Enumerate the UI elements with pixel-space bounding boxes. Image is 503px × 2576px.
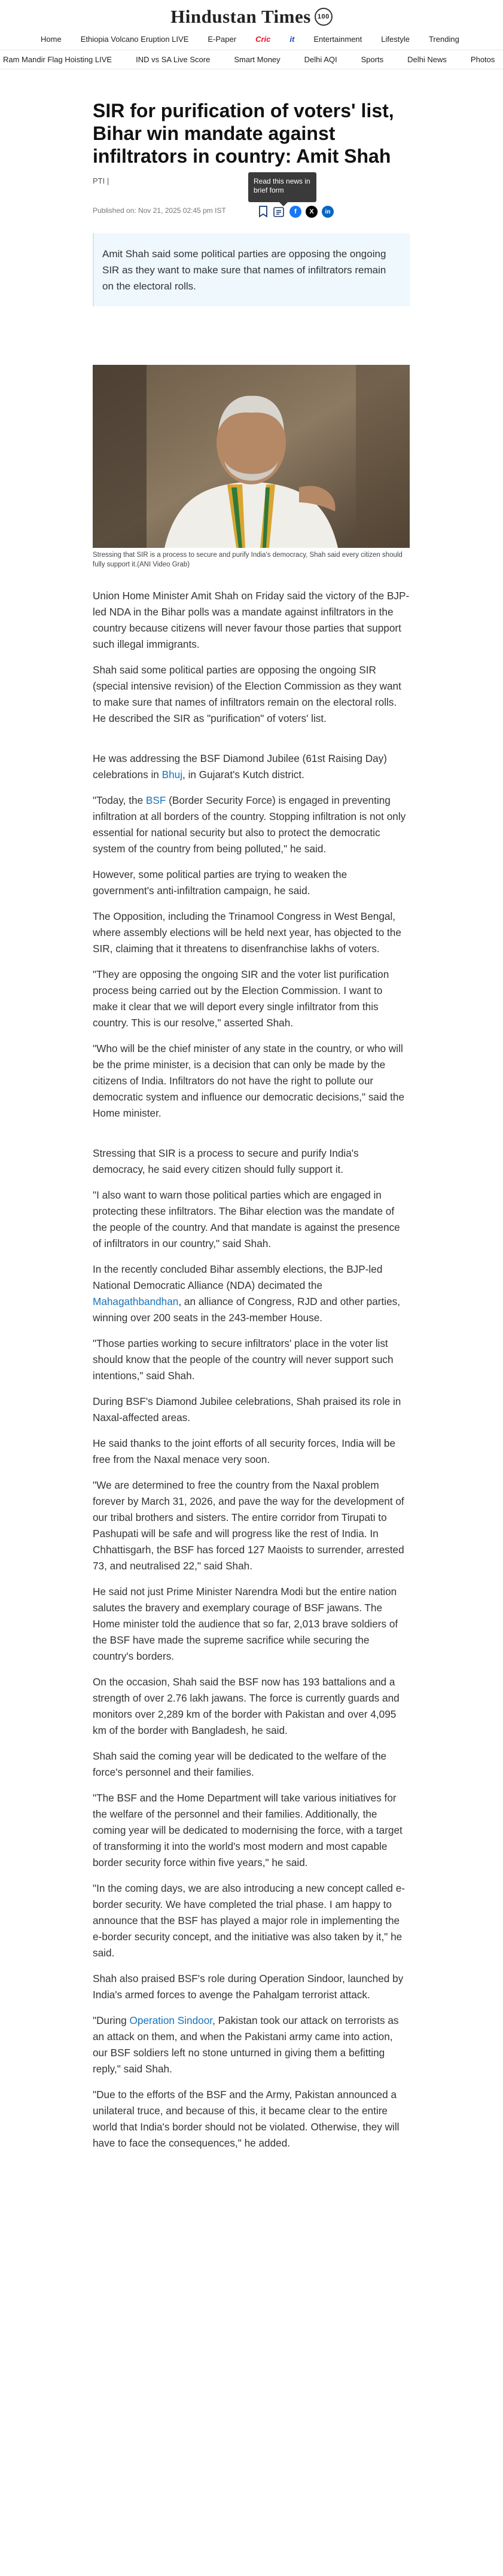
paragraph: "We are determined to free the country from the Naxal problem forever by March 31, 2026, and pave the way for the development of our tribal brothers and sisters. The entire corridor from Tirupati to Pashupati will be safe and will progress like the rest of India. In Chhattisgarh, the BSF has forced 127 Maoists to surrender, arrested 73, and neutralised 22," said Shah. bbox=[93, 1479, 404, 1572]
paragraph: "In the coming days, we are also introducing a new concept called e-border security. We have completed the trial phase. I am happy to announce that the BSF has played a major role in implementing the e-border security concept, and the initiative was also taken by it," he said. bbox=[93, 1882, 406, 1959]
paragraph: "Today, the BSF (Border Security Force) is engaged in preventing infiltration at all borders of the country. Stopping infiltration is not only essential for national security but also to protect the democratic system of the country from being polluted," he said. bbox=[93, 794, 406, 855]
share-bar bbox=[258, 205, 334, 218]
paragraph: "I also want to warn those political parties which are engaged in protecting these infiltrators. The Bihar election was the mandate of the people of the country. And that mandate is against the presence of infiltrators in our country," said Shah. bbox=[93, 1189, 400, 1249]
paragraph: "Who will be the chief minister of any state in the country, or who will be the prime minister, is a decision that can only be made by the citizens of India. Infiltrators do not have the right to pollute our democratic system and influence our democratic decisions," said the Home minister. bbox=[93, 1042, 405, 1119]
summary-text: Amit Shah said some political parties are opposing the ongoing SIR as they want to make sure that names of infiltrators remain on the electoral rolls. bbox=[102, 248, 386, 292]
bookmark-icon[interactable] bbox=[258, 206, 268, 218]
link-operation-sindoor[interactable]: Operation Sindoor bbox=[129, 2014, 213, 2026]
article-byline: PTI | bbox=[93, 176, 109, 185]
paragraph: The Opposition, including the Trinamool Congress in West Bengal, where assembly elections will be held next year, has objected to the SIR, claiming that it threatens to disenfranchise lakhs of voters. bbox=[93, 910, 401, 955]
paragraph: "Those parties working to secure infiltrators' place in the voter list should know that the people of the country will never support such intentions," said Shah. bbox=[93, 1337, 394, 1382]
paragraph: Shah said the coming year will be dedicated to the welfare of the force's personnel and their families. bbox=[93, 1750, 387, 1778]
paragraph: "Due to the efforts of the BSF and the Army, Pakistan announced a unilateral truce, and because of this, it became clear to the entire world that India's border should not be violated. Otherwise, they will have to face the consequences," he added. bbox=[93, 2089, 400, 2149]
nav-item-epaper[interactable]: E-Paper bbox=[208, 35, 237, 44]
nav-item-delhi-aqi[interactable]: Delhi AQI bbox=[304, 55, 337, 64]
nav-item-photos[interactable]: Photos bbox=[470, 55, 495, 64]
secondary-nav bbox=[0, 50, 503, 69]
link-mahagathbandhan[interactable]: Mahagathbandhan bbox=[93, 1295, 179, 1307]
article-body bbox=[93, 588, 410, 2161]
nav-item-ind-vs-sa[interactable]: IND vs SA Live Score bbox=[136, 55, 211, 64]
article-photo bbox=[93, 365, 410, 548]
site-logo[interactable] bbox=[170, 6, 333, 28]
article-headline: SIR for purification of voters' list, Bihar win mandate against infiltrators in country: Amit Shah bbox=[93, 100, 394, 167]
primary-nav bbox=[0, 29, 503, 50]
paragraph: Shah said some political parties are opposing the ongoing SIR (special intensive revision) of the Election Commission as they want to make sure that names of infiltrators remain on the electoral rolls. He described the SIR as "purification" of voters' list. bbox=[93, 664, 401, 724]
photo-caption: Stressing that SIR is a process to secure and purify India's democracy, Shah said every citizen should fully support it.(ANI Video Grab) bbox=[93, 551, 403, 568]
facebook-icon[interactable]: f bbox=[289, 206, 301, 218]
nav-item-ram-mandir[interactable]: Ram Mandir Flag Hoisting LIVE bbox=[3, 55, 112, 64]
site-header bbox=[0, 0, 503, 29]
brand-name: Hindustan Times bbox=[170, 6, 311, 27]
article-published-date: Published on: Nov 21, 2025 02:45 pm IST bbox=[93, 206, 226, 215]
paragraph: However, some political parties are trying to weaken the government's anti-infiltration campaign, he said. bbox=[93, 868, 347, 897]
brief-news-icon[interactable] bbox=[272, 205, 285, 218]
paragraph: Stressing that SIR is a process to secure and purify India's democracy, he said every citizen should fully support it. bbox=[93, 1147, 359, 1175]
nav-item-trending[interactable]: Trending bbox=[428, 35, 459, 44]
paragraph: "The BSF and the Home Department will take various initiatives for the welfare of the personnel and their families. Additionally, the coming year will be dedicated to modernising the force, with a target of transforming it into the world's most modern and most capable border security force within five years," he said. bbox=[93, 1792, 403, 1868]
paragraph: He said not just Prime Minister Narendra Modi but the entire nation salutes the bravery and exemplary courage of BSF jawans. The Home minister told the audience that so far, 2,013 brave soldiers of the BSF have made the supreme sacrifice while securing the country's borders. bbox=[93, 1586, 398, 1662]
nav-item-cricit[interactable]: Cric it bbox=[255, 35, 295, 44]
nav-item-home[interactable]: Home bbox=[41, 35, 62, 44]
nav-item-ethiopia-volcano[interactable]: Ethiopia Volcano Eruption LIVE bbox=[80, 35, 189, 44]
amit-shah-photo bbox=[93, 365, 410, 548]
nav-item-lifestyle[interactable]: Lifestyle bbox=[381, 35, 410, 44]
paragraph: During BSF's Diamond Jubilee celebrations, Shah praised its role in Naxal-affected areas. bbox=[93, 1395, 401, 1423]
nav-item-smart-money[interactable]: Smart Money bbox=[234, 55, 281, 64]
paragraph: Shah also praised BSF's role during Operation Sindoor, launched by India's armed forces to avenge the Pahalgam terrorist attack. bbox=[93, 1973, 404, 2001]
link-bhuj[interactable]: Bhuj bbox=[161, 769, 183, 781]
link-bsf[interactable]: BSF bbox=[145, 794, 166, 806]
linkedin-icon[interactable]: in bbox=[322, 206, 334, 218]
paragraph: "During Operation Sindoor, Pakistan took our attack on terrorists as an attack on them, and when the Pakistani army came into action, our BSF soldiers left no stone unturned in giving them a befitting reply," said Shah. bbox=[93, 2014, 399, 2075]
nav-item-entertainment[interactable]: Entertainment bbox=[313, 35, 362, 44]
paragraph: He was addressing the BSF Diamond Jubilee (61st Raising Day) celebrations in Bhuj, in Gujarat's Kutch district. bbox=[93, 752, 387, 781]
nav-item-delhi-news[interactable]: Delhi News bbox=[407, 55, 447, 64]
paragraph: On the occasion, Shah said the BSF now has 193 battalions and a strength of over 2.76 lakh jawans. The force is currently guards and monitors over 2,289 km of the border with Pakistan and over 4,095 km of the border with Bangladesh, he said. bbox=[93, 1676, 400, 1736]
paragraph: "They are opposing the ongoing SIR and the voter list purification process being carried out by the Election Commission. I want to make it clear that we will deport every single infiltrator from this country. This is our resolve," asserted Shah. bbox=[93, 968, 389, 1029]
anniversary-badge: 100 bbox=[315, 8, 333, 26]
article-summary bbox=[93, 233, 410, 306]
paragraph: He said thanks to the joint efforts of all security forces, India will be free from the Naxal menace very soon. bbox=[93, 1437, 396, 1465]
paragraph: Union Home Minister Amit Shah on Friday said the victory of the BJP-led NDA in the Bihar polls was a mandate against infiltrators in the country because citizens will never favour those parties that support such illegal immigrants. bbox=[93, 590, 410, 650]
x-icon[interactable]: X bbox=[306, 206, 318, 218]
brief-tooltip: Read this news in brief form bbox=[248, 172, 316, 202]
paragraph: In the recently concluded Bihar assembly elections, the BJP-led National Democratic Alliance (NDA) decimated the Mahagathbandhan, an alliance of Congress, RJD and other parties, winning over 200 seats in the 243-member House. bbox=[93, 1263, 401, 1324]
nav-item-sports[interactable]: Sports bbox=[361, 55, 384, 64]
